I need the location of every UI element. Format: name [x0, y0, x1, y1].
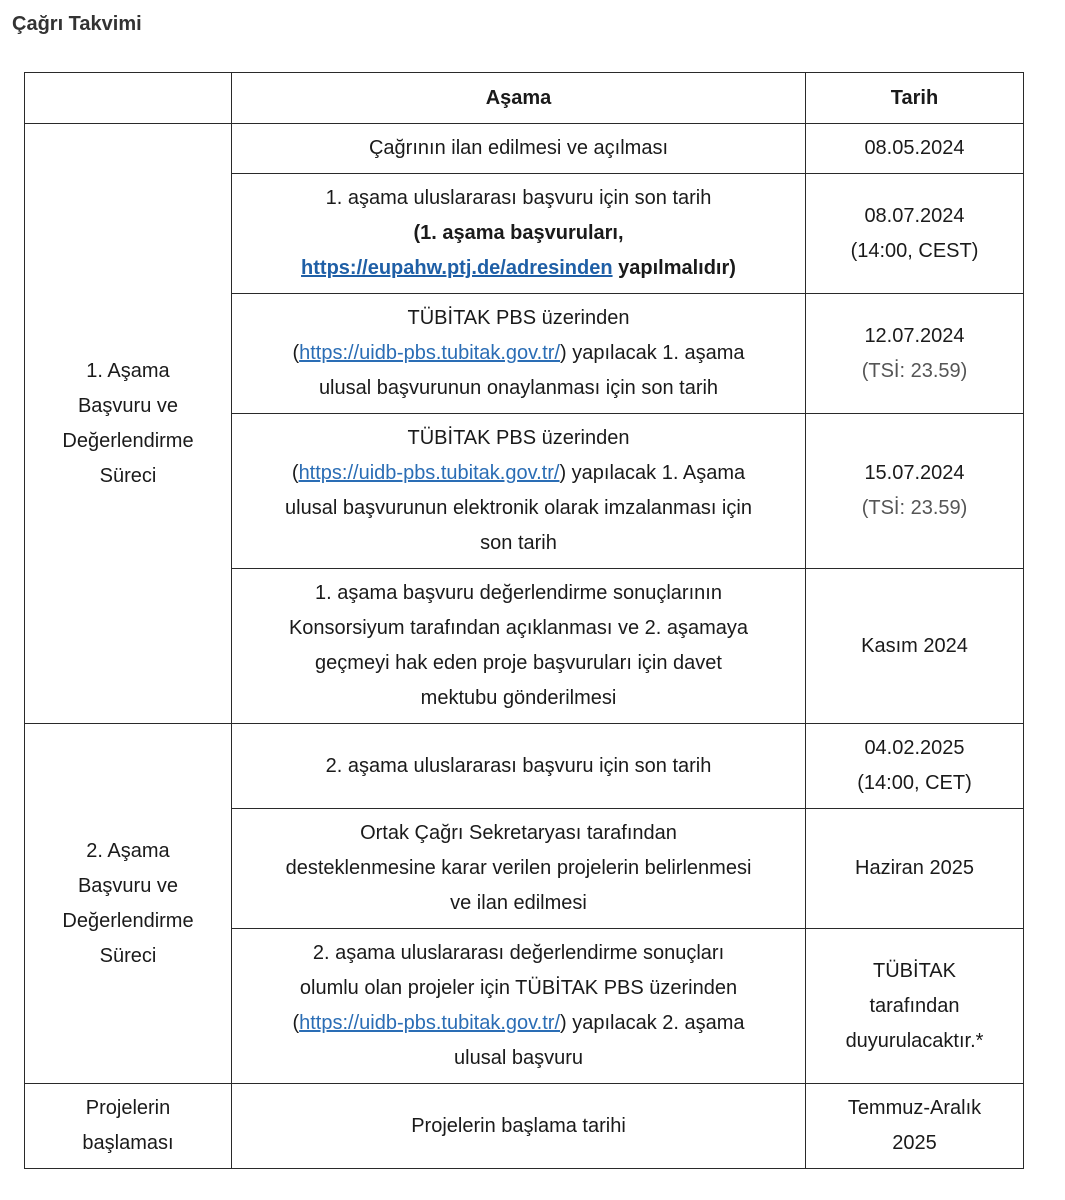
date-time-text: (TSİ: 23.59)	[861, 497, 968, 519]
date-cell	[806, 174, 1024, 294]
step-text: mektubu gönderilmesi	[420, 687, 617, 709]
date-cell	[806, 414, 1024, 569]
date-cell	[806, 1084, 1024, 1169]
step-text	[246, 336, 791, 371]
group-label-line: 1. Aşama	[86, 359, 170, 382]
step-text-tail: ) yapılacak 2. aşama	[560, 1012, 745, 1034]
step-cell	[232, 929, 806, 1084]
date-text: tarafından	[869, 994, 960, 1017]
paren-open: (	[292, 1012, 300, 1034]
date-text: 04.02.2025	[864, 737, 965, 759]
step-cell	[232, 174, 806, 294]
paren-open: (	[292, 342, 300, 364]
date-text: 08.07.2024	[864, 204, 965, 227]
group-label-line: başlaması	[82, 1132, 174, 1154]
header-row	[25, 73, 1024, 124]
date-time-text: (14:00, CET)	[857, 772, 972, 794]
step-text: ve ilan edilmesi	[450, 892, 587, 914]
date-text: Temmuz-Aralık	[847, 1097, 982, 1119]
step-text-tail: ) yapılacak 1. Aşama	[559, 462, 746, 484]
step-cell: Projelerin başlama tarihi	[232, 1084, 806, 1169]
step-text: Ortak Çağrı Sekretaryası tarafından	[360, 822, 677, 844]
group-label-line: Süreci	[99, 464, 157, 487]
group-label-line: Süreci	[99, 944, 157, 967]
group-label-line: Değerlendirme	[62, 909, 194, 932]
call-schedule-table	[24, 72, 1024, 1169]
step-text: TÜBİTAK PBS üzerinden	[407, 427, 630, 449]
step-text: 2. aşama uluslararası değerlendirme sonuçları	[312, 942, 725, 964]
step-text: ulusal başvuru	[454, 1047, 583, 1069]
date-text: 2025	[892, 1132, 937, 1154]
date-cell	[806, 294, 1024, 414]
step-text-tail: ) yapılacak 1. aşama	[560, 342, 745, 364]
date-cell: Kasım 2024	[806, 569, 1024, 724]
step-text: TÜBİTAK PBS üzerinden	[407, 307, 630, 329]
header-date-cell: Tarih	[806, 73, 1024, 124]
step-text: 1. aşama başvuru değerlendirme sonuçlarının	[315, 582, 722, 604]
date-cell	[806, 724, 1024, 809]
group-label-line: Projelerin	[85, 1097, 171, 1119]
step-cell	[232, 809, 806, 929]
tubitak-pbs-link[interactable]: https://uidb-pbs.tubitak.gov.tr/	[298, 462, 560, 484]
date-text: duyurulacaktır.*	[845, 1029, 984, 1052]
group-cell-start	[25, 1084, 232, 1169]
group-cell-stage1	[25, 124, 232, 724]
date-cell: Haziran 2025	[806, 809, 1024, 929]
step-text-tail: yapılmalıdır)	[612, 257, 736, 279]
step-text: ulusal başvurunun onaylanması için son tarih	[318, 377, 719, 399]
step-text	[246, 456, 791, 491]
table-row	[25, 724, 1024, 809]
step-text: olumlu olan projeler için TÜBİTAK PBS üzerinden	[299, 977, 738, 999]
group-label-line: Başvuru ve	[77, 394, 179, 417]
step-text	[246, 1006, 791, 1041]
table-row	[25, 124, 1024, 174]
step-text: desteklenmesine karar verilen projelerin belirlenmesi	[285, 857, 752, 879]
date-time-text: (TSİ: 23.59)	[861, 359, 968, 382]
header-step-cell: Aşama	[232, 73, 806, 124]
date-text: 12.07.2024	[864, 324, 965, 347]
step-cell	[232, 414, 806, 569]
date-cell	[806, 929, 1024, 1084]
step-text-bold	[246, 251, 791, 286]
paren-open: (	[291, 462, 299, 484]
tubitak-pbs-link[interactable]: https://uidb-pbs.tubitak.gov.tr/	[299, 342, 561, 364]
page-title: Çağrı Takvimi	[12, 13, 142, 35]
step-cell: Çağrının ilan edilmesi ve açılması	[232, 124, 806, 174]
group-label-line: Başvuru ve	[77, 874, 179, 897]
header-group-cell	[25, 73, 232, 124]
date-text: 15.07.2024	[864, 462, 965, 484]
step-cell	[232, 294, 806, 414]
group-cell-stage2	[25, 724, 232, 1084]
group-label-line: Değerlendirme	[62, 429, 194, 452]
date-time-text: (14:00, CEST)	[850, 239, 979, 262]
step-text-bold: (1. aşama başvuruları,	[413, 222, 624, 244]
step-cell	[232, 569, 806, 724]
step-text: Konsorsiyum tarafından açıklanması ve 2. aşamaya	[288, 617, 749, 639]
step-text: ulusal başvurunun elektronik olarak imzalanması için	[285, 497, 752, 519]
step-text: geçmeyi hak eden proje başvuruları için davet	[315, 652, 722, 674]
table-row	[25, 1084, 1024, 1169]
date-cell: 08.05.2024	[806, 124, 1024, 174]
step-text: 1. aşama uluslararası başvuru için son tarih	[325, 187, 712, 209]
step-text: son tarih	[480, 532, 557, 554]
date-text: TÜBİTAK	[873, 959, 956, 982]
tubitak-pbs-link[interactable]: https://uidb-pbs.tubitak.gov.tr/	[299, 1012, 561, 1034]
group-label-line: 2. Aşama	[86, 839, 170, 862]
eupahw-link[interactable]: https://eupahw.ptj.de/adresinden	[301, 257, 613, 279]
step-cell: 2. aşama uluslararası başvuru için son tarih	[232, 724, 806, 809]
